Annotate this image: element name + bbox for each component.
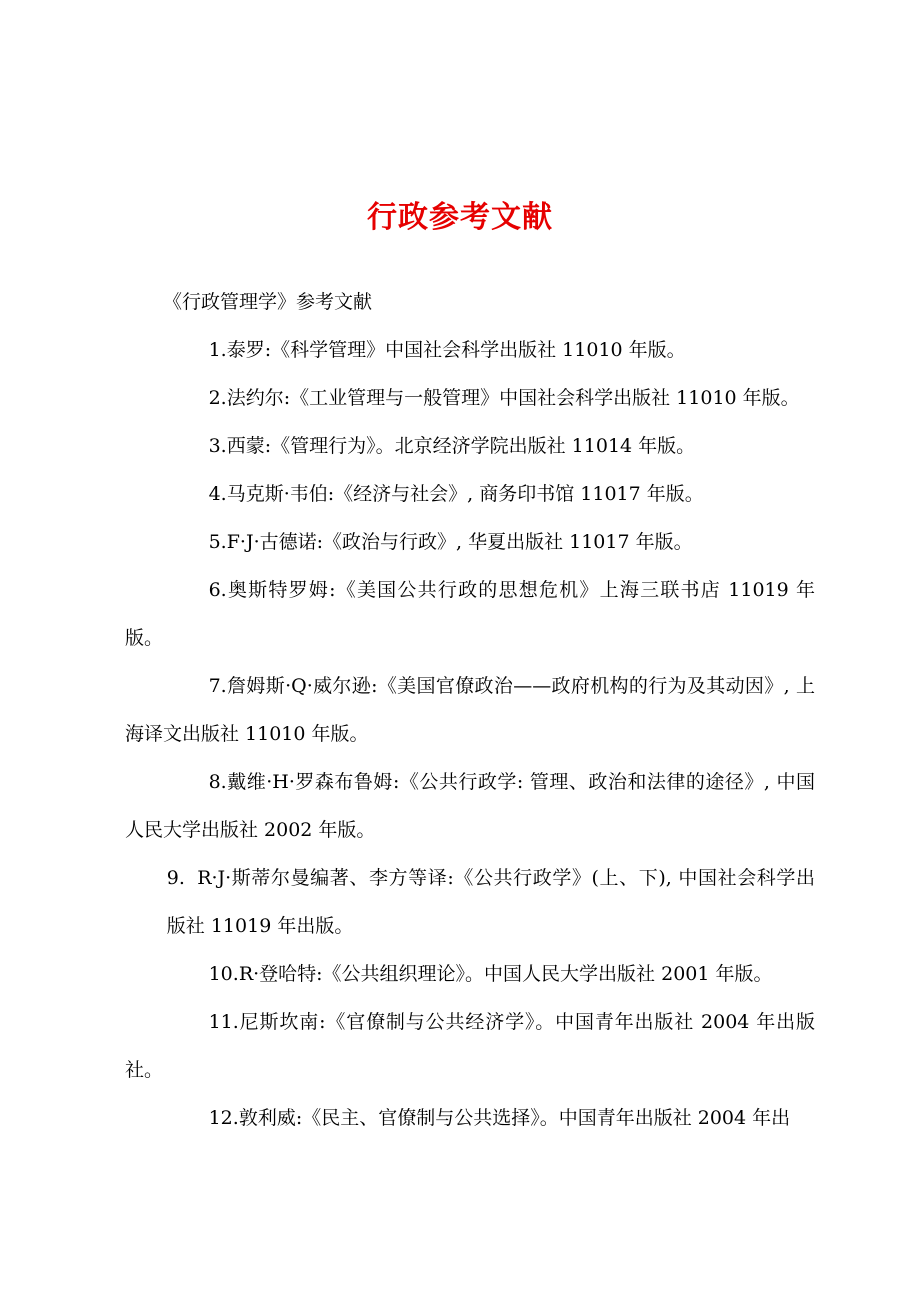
reference-text: 戴维·H·罗森布鲁姆:《公共行政学: 管理、政治和法律的途径》, 中国人民大学出版社 2002 年版。 [125, 771, 815, 841]
reference-number: 2. [208, 387, 227, 409]
reference-number: 11. [208, 1011, 239, 1033]
reference-text: R·J·斯蒂尔曼编著、李方等译:《公共行政学》(上、下), 中国社会科学出版社 11019 年出版。 [166, 867, 815, 937]
reference-number: 10. [208, 963, 239, 985]
reference-text: F·J·古德诺:《政治与行政》, 华夏出版社 11017 年版。 [226, 531, 693, 553]
reference-item [125, 326, 815, 374]
reference-item [125, 950, 815, 998]
reference-text: 马克斯·韦伯:《经济与社会》, 商务印书馆 11017 年版。 [226, 483, 704, 505]
reference-text: 敦利威:《民主、官僚制与公共选择》。中国青年出版社 2004 年出 [238, 1107, 791, 1129]
reference-item [125, 854, 815, 950]
document-body [125, 278, 815, 1142]
reference-text: 西蒙:《管理行为》。北京经济学院出版社 11014 年版。 [226, 435, 696, 457]
reference-number: 9. [166, 867, 185, 889]
reference-number: 4. [208, 483, 227, 505]
reference-number: 7. [208, 675, 227, 697]
references-heading: 《行政管理学》参考文献 [163, 291, 373, 313]
reference-text: 泰罗:《科学管理》中国社会科学出版社 11010 年版。 [226, 339, 686, 361]
reference-number: 6. [208, 579, 227, 601]
reference-text: R·登哈特:《公共组织理论》。中国人民大学出版社 2001 年版。 [238, 963, 773, 985]
reference-item [125, 998, 815, 1094]
reference-number: 5. [208, 531, 227, 553]
reference-item [125, 1094, 815, 1142]
reference-item [125, 662, 815, 758]
reference-item [125, 518, 815, 566]
document-title: 行政参考文献 [367, 200, 553, 235]
reference-item [125, 374, 815, 422]
reference-text: 尼斯坎南:《官僚制与公共经济学》。中国青年出版社 2004 年出版社。 [125, 1011, 815, 1081]
reference-item [125, 422, 815, 470]
reference-number: 1. [208, 339, 227, 361]
reference-item [125, 758, 815, 854]
reference-number: 3. [208, 435, 227, 457]
reference-number: 12. [208, 1107, 239, 1129]
reference-text: 法约尔:《工业管理与一般管理》中国社会科学出版社 11010 年版。 [226, 387, 800, 409]
reference-text: 奥斯特罗姆:《美国公共行政的思想危机》上海三联书店 11019 年版。 [125, 579, 815, 649]
reference-text: 詹姆斯·Q·威尔逊:《美国官僚政治——政府机构的行为及其动因》, 上海译文出版社 11010 年版。 [125, 675, 815, 745]
reference-item [125, 566, 815, 662]
reference-item [125, 470, 815, 518]
reference-number: 8. [208, 771, 227, 793]
